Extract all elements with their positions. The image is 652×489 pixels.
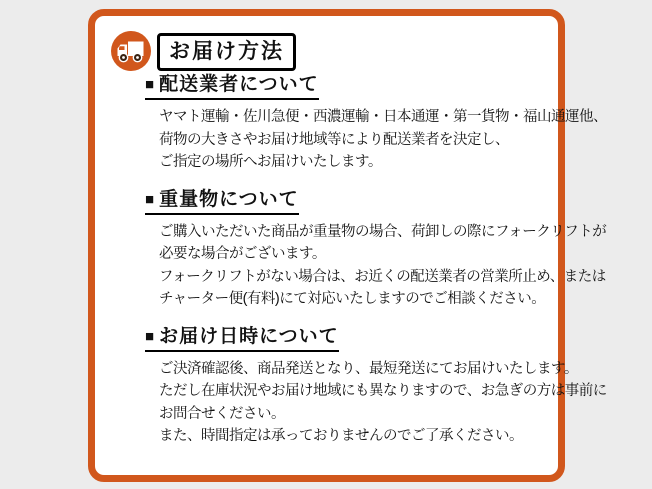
section-delivery-datetime-heading-text: お届け日時について: [159, 325, 339, 347]
body-line: ご指定の場所へお届けいたします。: [159, 154, 382, 170]
section-carriers-body: [159, 106, 607, 174]
section-heavy-items: [145, 188, 607, 311]
section-heavy-items-heading-text: 重量物について: [159, 188, 299, 210]
delivery-info-panel: [88, 9, 607, 482]
section-delivery-datetime-heading: [145, 325, 339, 352]
square-bullet-icon: ■: [145, 76, 156, 93]
truck-icon: [111, 31, 151, 71]
page-title: お届け方法: [157, 33, 296, 71]
body-line: 必要な場合がございます。: [159, 246, 326, 262]
body-line: ただし在庫状況やお届け地域にも異なりますので、お急ぎの方は事前に: [159, 383, 607, 399]
section-carriers-heading-text: 配送業者について: [159, 74, 319, 95]
section-heavy-items-heading: [145, 188, 299, 215]
section-carriers-heading: [145, 73, 319, 100]
section-delivery-datetime-body: [159, 358, 607, 448]
body-line: ご決済確認後、商品発送となり、最短発送にてお届けいたします。: [159, 360, 578, 377]
body-line: お問合せください。: [159, 405, 285, 422]
body-line: フォークリフトがない場合は、お近くの配送業者の営業所止め、または: [159, 268, 606, 285]
square-bullet-icon: ■: [145, 327, 156, 345]
body-line: 荷物の大きさやお届け地域等により配送業者を決定し、: [159, 131, 509, 148]
sections-container: [145, 73, 607, 462]
section-delivery-datetime: [145, 325, 607, 448]
section-heavy-items-body: [159, 221, 607, 311]
square-bullet-icon: ■: [145, 190, 156, 208]
body-line: チャーター便(有料)にて対応いたしますのでご相談ください。: [159, 291, 546, 307]
body-line: また、時間指定は承っておりませんのでご了承ください。: [159, 428, 523, 444]
body-line: ご購入いただいた商品が重量物の場合、荷卸しの際にフォークリフトが: [159, 223, 607, 240]
section-carriers: [145, 73, 607, 174]
body-line: ヤマト運輸・佐川急便・西濃運輸・日本通運・第一貨物・福山通運他、: [159, 109, 607, 125]
